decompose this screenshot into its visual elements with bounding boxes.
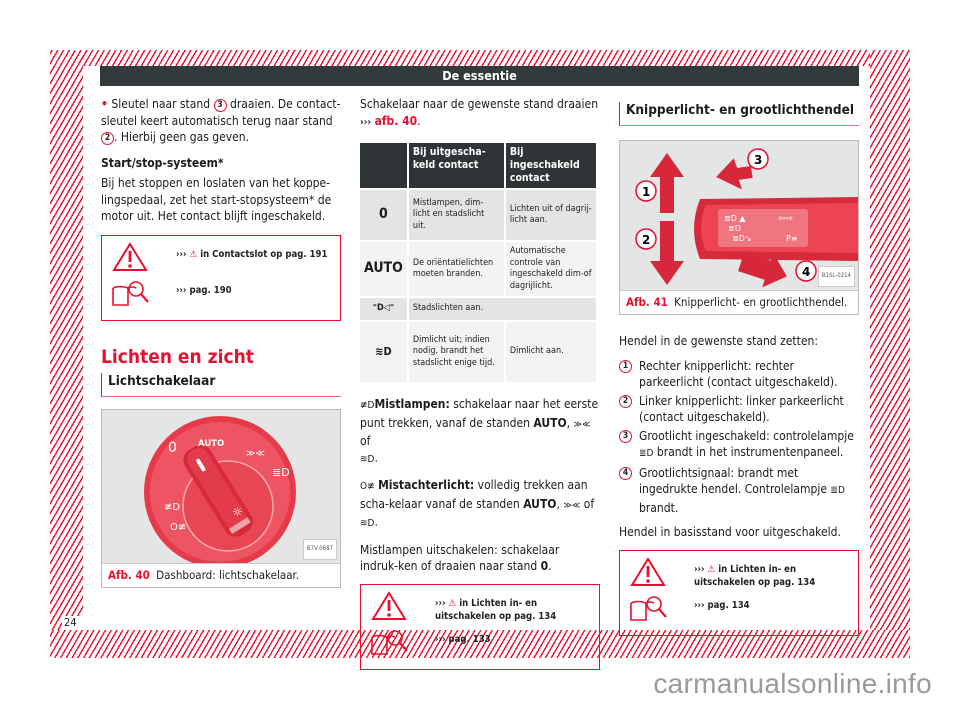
- stalk-positions-list: [619, 358, 859, 517]
- fog-light-paragraph: ≢DMistlampen: schakelaar naar het eerste punt trekken, vanaf de standen AUTO, ≫≪ of ≋D.: [360, 397, 599, 465]
- page-number: 24: [62, 616, 88, 630]
- stalk-image: [620, 141, 858, 291]
- svg-text:≣D↘: ≣D↘: [732, 233, 752, 243]
- column-left: [101, 96, 341, 588]
- frame-gap: [83, 66, 100, 86]
- svg-text:≣D: ≣D: [728, 223, 741, 233]
- table-intro: Schakelaar naar de gewenste stand draaien ››› afb. 40.: [360, 97, 599, 128]
- reference-row: [369, 627, 591, 663]
- warning-row: [369, 591, 591, 627]
- small-warning-icon: ⚠: [189, 248, 198, 260]
- instruction-paragraph: • Sleutel naar stand 3 draaien. De contact-sleutel keert automatisch terug naar stand 2 . Hierbij geen gas geven.: [101, 97, 341, 144]
- table-header-row: Bij uitgescha-keld contact Bij ingeschakeld contact: [360, 143, 596, 188]
- warning-box: [360, 584, 600, 670]
- list-item: 3 Grootlicht ingeschakeld: controlelampje ≣D brandt in het instrumentenpaneel.: [619, 428, 859, 463]
- low-beam-icon: ≋D: [360, 322, 407, 382]
- start-stop-paragraph: Bij het stoppen en loslaten van het koppe-lingspedaal, zet het start-stopsysteem* de motor uit. Het contact blijft ingeschakeld.: [101, 176, 332, 223]
- hatched-frame-right: [870, 50, 910, 630]
- column-right: [619, 96, 859, 636]
- page-reference-link[interactable]: ››› pag. 190: [176, 284, 232, 296]
- warning-triangle-icon: [628, 557, 668, 587]
- auto-symbol: AUTO: [360, 242, 407, 296]
- figure-light-switch: [101, 409, 341, 589]
- stalk-intro: Hendel in de gewenste stand zetten:: [619, 334, 818, 348]
- table-row: ⁼D◁⁼ Stadslichten aan.: [360, 298, 596, 320]
- warning-row: [110, 242, 332, 278]
- svg-text:3: 3: [754, 152, 763, 167]
- svg-text:≢D: ≢D: [164, 501, 181, 513]
- warning-link[interactable]: ››› ⚠ in Contactslot op pag. 191: [176, 248, 328, 260]
- figure-caption: Afb. 40 Dashboard: lichtschakelaar.: [108, 567, 300, 582]
- chapter-header: De essentie: [100, 66, 859, 86]
- svg-text:≣D ▲: ≣D ▲: [724, 213, 746, 223]
- svg-text:AUTO: AUTO: [198, 438, 225, 449]
- position-2-badge: 2: [101, 132, 114, 145]
- light-switch-table: [358, 141, 598, 384]
- book-magnifier-icon: [628, 593, 668, 623]
- subheading-lichtschakelaar: Lichtschakelaar: [101, 373, 341, 397]
- front-fog-icon: ≢D: [360, 400, 375, 411]
- list-item: 1 Rechter knipperlicht: rechter parkeerlicht (contact uitgeschakeld).: [619, 358, 859, 391]
- parking-light-icon: ≫≪: [573, 419, 591, 430]
- column-middle: [360, 96, 600, 670]
- warning-link[interactable]: ››› ⚠ in Lichten in- en uitschakelen op pag. 134: [694, 563, 816, 588]
- figure-code: B7V-0687: [303, 539, 337, 560]
- position-3-badge: 3: [214, 99, 227, 112]
- book-magnifier-icon: [369, 627, 409, 657]
- svg-text:O≢: O≢: [170, 521, 187, 533]
- svg-text:2: 2: [642, 232, 651, 247]
- figure-link[interactable]: afb. 40: [374, 113, 418, 128]
- parking-light-icon: ≫≪: [563, 500, 581, 511]
- subheading-stalk: Knipperlicht- en grootlichthendel: [619, 102, 859, 126]
- reference-row: [628, 593, 850, 629]
- table-row: AUTO De oriëntatielichten moeten branden. Automatische controle van ingeschakeld dim-of dagrijlicht.: [360, 242, 596, 296]
- zero-symbol: 0: [360, 190, 407, 240]
- bullet-icon: •: [101, 97, 108, 111]
- rear-fog-paragraph: O≢ Mistachterlicht: volledig trekken aan scha-kelaar vanaf de standen AUTO, ≫≪ of ≋D.: [360, 478, 595, 529]
- warning-triangle-icon: [110, 242, 150, 272]
- warning-box: [619, 550, 859, 636]
- fog-off-paragraph: Mistlampen uitschakelen: schakelaar indruk-ken of draaien naar stand 0.: [360, 542, 560, 573]
- svg-text:0: 0: [168, 439, 177, 456]
- svg-text:≫≪: ≫≪: [246, 448, 265, 459]
- hatched-frame-top: [50, 50, 910, 66]
- light-switch-image: [102, 410, 340, 564]
- figure-caption: Afb. 41 Knipperlicht- en grootlichthendel.: [626, 294, 848, 309]
- high-beam-icon: ≣D: [830, 485, 845, 496]
- small-warning-icon: ⚠: [448, 597, 457, 609]
- warning-link[interactable]: ››› ⚠ in Lichten in- en uitschakelen op pag. 134: [435, 597, 557, 622]
- small-warning-icon: ⚠: [707, 563, 716, 575]
- hatched-frame-left: [50, 50, 83, 658]
- figure-turn-signal-stalk: [619, 140, 859, 316]
- parking-light-icon: ⁼D◁⁼: [360, 298, 407, 320]
- figure-code: B1SL-0214: [818, 266, 855, 287]
- section-title: Lichten en zicht: [101, 345, 254, 368]
- svg-text:4: 4: [802, 264, 811, 279]
- table-row: 0 Mistlampen, dim-licht en stadslicht uit. Lichten uit of dagrij-licht aan.: [360, 190, 596, 240]
- watermark: carmanualsonline.info: [653, 668, 932, 699]
- stalk-outro: Hendel in basisstand voor uitgeschakeld.: [619, 525, 841, 539]
- page-reference-link[interactable]: ››› pag. 134: [694, 599, 750, 611]
- svg-text:1: 1: [642, 184, 651, 199]
- svg-text:P≡: P≡: [786, 233, 798, 243]
- book-magnifier-icon: [110, 278, 150, 308]
- svg-text:⇦⇨: ⇦⇨: [778, 213, 794, 224]
- page-reference-link[interactable]: ››› pag. 133: [435, 633, 491, 645]
- high-beam-icon: ≣D: [639, 448, 654, 459]
- reference-row: [110, 278, 332, 314]
- table-row: ≋D Dimlicht uit; indien nodig, brandt het stadslicht enige tijd. Dimlicht aan.: [360, 322, 596, 382]
- svg-text:☼: ☼: [232, 504, 243, 519]
- list-item: 4 Grootlichtsignaal: brandt met ingedrukte hendel. Controlelampje ≣D brandt.: [619, 465, 859, 517]
- subheading-start-stop: Start/stop-systeem*: [101, 155, 224, 170]
- warning-row: [628, 557, 850, 593]
- low-beam-icon: ≋D: [360, 453, 375, 465]
- low-beam-icon: ≋D: [360, 518, 375, 529]
- warning-triangle-icon: [369, 591, 409, 621]
- warning-box: [101, 235, 341, 321]
- list-item: 2 Linker knipperlicht: linker parkeerlicht (contact uitgeschakeld).: [619, 393, 859, 426]
- svg-text:≣D: ≣D: [272, 465, 290, 479]
- rear-fog-icon: O≢: [360, 481, 375, 492]
